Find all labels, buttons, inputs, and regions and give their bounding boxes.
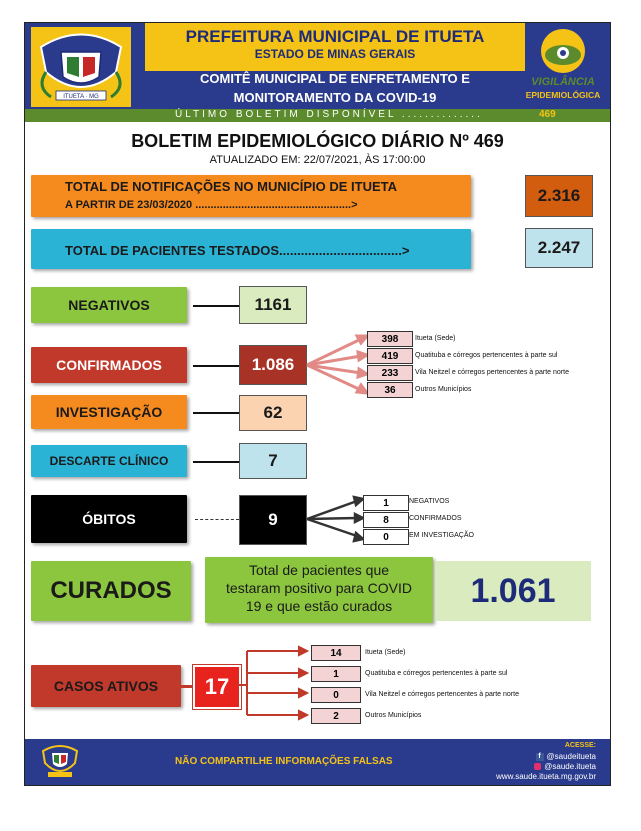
confirmed-connector xyxy=(193,365,239,367)
confirmed-item-value: 419 xyxy=(367,348,413,364)
cured-description xyxy=(205,557,433,623)
active-item-place: Quatituba e córregos pertencentes à parte sul xyxy=(365,670,508,677)
deaths-item-value: 8 xyxy=(363,512,409,528)
confirmed-item-place: Outros Municípios xyxy=(415,386,472,393)
active-arrows xyxy=(237,643,309,721)
tested-value: 2.247 xyxy=(525,228,593,268)
discard-bar xyxy=(31,445,187,477)
footer-warning: NÃO COMPARTILHE INFORMAÇÕES FALSAS xyxy=(175,756,393,767)
deaths-item-label: NEGATIVOS xyxy=(409,498,450,505)
active-item-value: 1 xyxy=(311,666,361,682)
cured-bar xyxy=(31,561,191,621)
cured-desc-line3: 19 e que estão curados xyxy=(245,598,393,614)
confirmed-item-place: Vila Neitzel e córregos pertencentes à parte norte xyxy=(415,369,569,376)
facebook-icon: f xyxy=(536,753,544,761)
investigation-bar xyxy=(31,395,187,429)
investigation-value: 62 xyxy=(239,395,307,431)
investigation-connector xyxy=(193,412,239,414)
footer-crest-icon xyxy=(39,743,81,781)
deaths-bar xyxy=(31,495,187,543)
active-item-place: Outros Municípios xyxy=(365,712,422,719)
bulletin-frame xyxy=(24,22,611,786)
discard-value: 7 xyxy=(239,443,307,479)
deaths-item-value: 0 xyxy=(363,529,409,545)
active-item-place: Itueta (Sede) xyxy=(365,649,406,656)
deaths-label: ÓBITOS xyxy=(82,511,136,527)
deaths-item-label: EM INVESTIGAÇÃO xyxy=(409,532,474,539)
active-connector xyxy=(181,685,193,688)
confirmed-bar xyxy=(31,347,187,383)
header-title: PREFEITURA MUNICIPAL DE ITUETA xyxy=(185,27,485,46)
negatives-label: NEGATIVOS xyxy=(68,297,150,313)
tested-label: TOTAL DE PACIENTES TESTADOS..................................> xyxy=(65,243,410,258)
cured-value: 1.061 xyxy=(435,561,591,621)
notifications-label-line1: TOTAL DE NOTIFICAÇÕES NO MUNICÍPIO DE ITUETA xyxy=(65,179,397,194)
discard-label: DESCARTE CLÍNICO xyxy=(49,454,169,468)
notifications-label-line2: A PARTIR DE 23/03/2020 ...................................................> xyxy=(65,199,358,211)
footer-site-link[interactable]: www.saude.itueta.mg.gov.br xyxy=(496,772,596,781)
last-bulletin-number: 469 xyxy=(539,109,556,120)
vigilancia-logo-icon xyxy=(520,25,606,107)
confirmed-label: CONFIRMADOS xyxy=(56,357,162,373)
deaths-item-label: CONFIRMADOS xyxy=(409,515,462,522)
confirmed-item-place: Itueta (Sede) xyxy=(415,335,456,342)
confirmed-item-value: 36 xyxy=(367,382,413,398)
cured-desc-line2: testaram positivo para COVID xyxy=(226,580,412,596)
footer-facebook-handle: @saudeitueta xyxy=(546,752,596,761)
last-bulletin-label: ÚLTIMO BOLETIM DISPONÍVEL .............. xyxy=(175,109,483,120)
deaths-connector xyxy=(195,519,239,520)
footer-access: ACESSE: xyxy=(564,742,596,749)
header-committee-line2: MONITORAMENTO DA COVID-19 xyxy=(233,90,437,105)
deaths-arrows xyxy=(305,493,365,545)
confirmed-item-value: 233 xyxy=(367,365,413,381)
active-bar xyxy=(31,665,181,707)
deaths-value: 9 xyxy=(239,495,307,545)
investigation-label: INVESTIGAÇÃO xyxy=(55,404,163,420)
confirmed-item-value: 398 xyxy=(367,331,413,347)
active-value: 17 xyxy=(193,665,241,709)
negatives-bar xyxy=(31,287,187,323)
discard-connector xyxy=(193,461,239,463)
active-item-value: 14 xyxy=(311,645,361,661)
active-item-value: 0 xyxy=(311,687,361,703)
instagram-icon xyxy=(534,763,541,770)
municipal-crest-icon xyxy=(31,27,131,107)
cured-desc-line1: Total de pacientes que xyxy=(248,562,390,578)
cured-label: CURADOS xyxy=(50,577,172,604)
vig-line2: EPIDEMIOLÓGICA xyxy=(525,90,601,100)
bulletin-title: BOLETIM EPIDEMIOLÓGICO DIÁRIO Nº 469 xyxy=(131,131,504,151)
notifications-value: 2.316 xyxy=(525,175,593,217)
confirmed-value: 1.086 xyxy=(239,345,307,385)
deaths-item-value: 1 xyxy=(363,495,409,511)
active-label: CASOS ATIVOS xyxy=(53,678,159,694)
header-state: ESTADO DE MINAS GERAIS xyxy=(254,47,416,61)
active-item-place: Vila Neitzel e córregos pertencentes à parte norte xyxy=(365,691,519,698)
footer xyxy=(25,739,610,785)
footer-instagram-handle: @saude.itueta xyxy=(544,762,596,771)
footer-instagram[interactable] xyxy=(534,762,596,771)
active-item-value: 2 xyxy=(311,708,361,724)
negatives-connector xyxy=(193,305,239,307)
bulletin-updated: ATUALIZADO EM: 22/07/2021, ÀS 17:00:00 xyxy=(209,154,426,166)
negatives-value: 1161 xyxy=(239,286,307,324)
header-committee-line1: COMITÊ MUNICIPAL DE ENFRETAMENTO E xyxy=(200,71,470,86)
footer-facebook[interactable] xyxy=(536,752,597,761)
confirmed-item-place: Quatituba e córregos pertencentes à parte sul xyxy=(415,352,558,359)
crest-text: ITUETA · MG xyxy=(63,94,99,100)
vig-line1: VIGILÂNCIA xyxy=(531,76,595,88)
confirmed-arrows xyxy=(305,328,369,398)
